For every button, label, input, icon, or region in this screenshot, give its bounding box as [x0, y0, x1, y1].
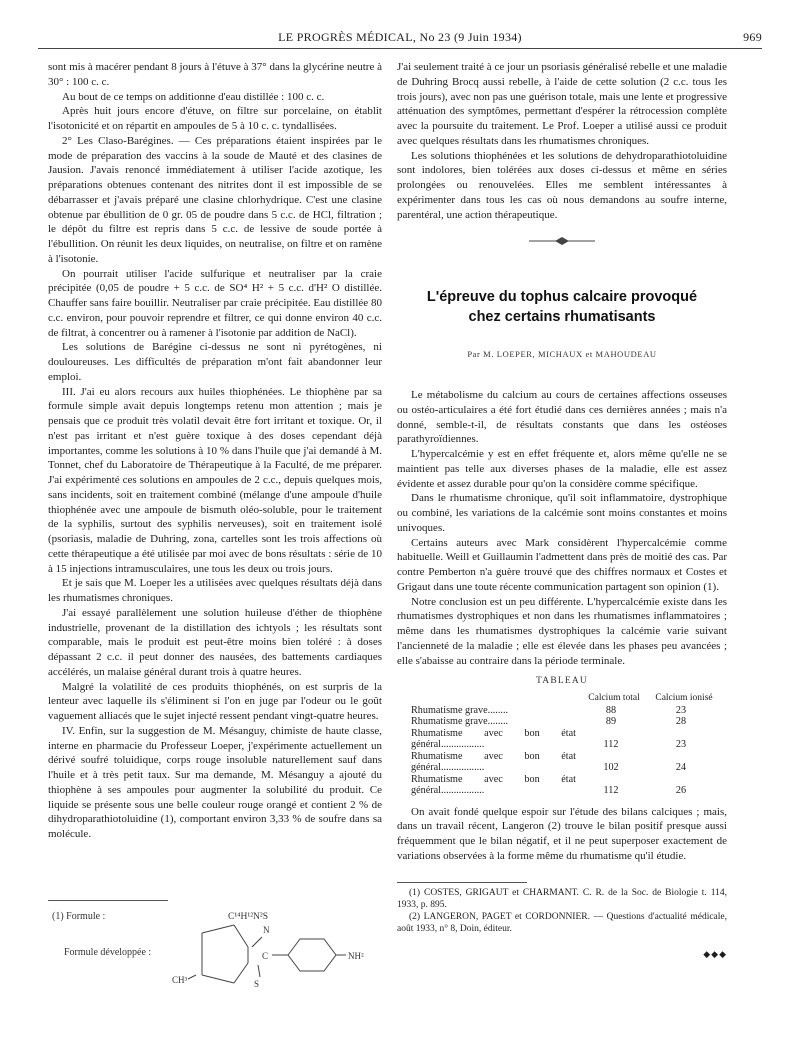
row-label: Rhumatisme grave........: [411, 704, 509, 716]
paragraph: J'ai seulement traité à ce jour un psoriasis généralisé rebelle et une maladie de Duhring Brocq aussi rebelle, à l'aide de cette solution (2 c.c. tous les trois jours), avec non pas une guérison totale, mais une lente et progressive atténuation des symptômes, permettant d'espérer la rétrocession complète avec la poursuite du traitement. Le Prof. Loeper a utilisé aussi ce produit avec quelques résultats dans les rhumatismes chroniques.: [397, 61, 727, 147]
right-column: [397, 60, 727, 961]
article-authors: Par M. LOEPER, MICHAUX et MAHOUDEAU: [467, 349, 657, 360]
paragraph: Les solutions de Barégine ci-dessus ne sont ni pyrétogènes, ni douloureuses. Les difficultés de préparation m'ont fait abandonner leur emploi.: [48, 341, 382, 383]
paragraph: IV. Enfin, sur la suggestion de M. Mésanguy, chimiste de haute classe, interne en pharmacie du Professeur Loeper, j'expérimente actuellement un dérivé soufré toluidique, corps rouge insoluble naturellement sauf dans l'huile et à très petit taux. Sur ma demande, M. Mésanguy a ajouté du thiophène à ses ampoules pour augmenter la solubilité du produit. Ce liquide se présente sous une belle couleur rouge orangé et contient 2 % de dihydroparathiotoluidine (1), comportant environ 3,33 % de soufre dans sa molécule.: [48, 724, 382, 840]
formula-note-label: (1) Formule :: [52, 911, 106, 922]
paragraph: L'hypercalcémie y est en effet fréquente et, alors même qu'elle ne se maintient pas telle aux diverses phases de la maladie, elle est assez évidente et assez durable pour qu'on la considère comme spécifique.: [397, 448, 727, 490]
paragraph: Au bout de ce temps on additionne d'eau distillée : 100 c. c.: [62, 90, 325, 103]
paragraph: Les solutions thiophénées et les solutions de dehydroparathiotoluidine sont indolores, bien tolérées aux doses ci-dessus et même en séries prolongées ou renouvelées. Elles me semblent intéressantes à expérimenter dans tous les cas où nous demandons au soufre interne, parentéral, une action thérapeutique.: [397, 149, 727, 221]
row-label: Rhumatisme avec bon état général.................: [411, 773, 576, 796]
article-title-line-2: chez certains rhumatisants: [468, 309, 656, 326]
journal-title: LE PROGRÈS MÉDICAL, No 23 (9 Juin 1934): [278, 30, 522, 44]
methyl-group: CH³: [172, 975, 188, 985]
paragraph: Et je sais que M. Loeper les a utilisées avec quelques résultats déjà dans les rhumatismes chroniques.: [48, 577, 382, 604]
paragraph: Dans le rhumatisme chronique, qu'il soit inflammatoire, dystrophique ou combiné, les variations de la calcémie sont moins constantes et moins univoques.: [397, 492, 727, 534]
developed-formula-label: Formule développée :: [64, 947, 152, 958]
paragraph: Certains auteurs avec Mark considèrent l'hypercalcémie comme habituelle. Weill et Guillaumin l'admettent dans près de moitié des cas. Par contre Pemberton n'a guère trouvé que des chiffres normaux et Costes et Grigaut dans une toute récente communication partagent son opinion (1).: [397, 536, 727, 593]
column-header: Calcium ionisé: [655, 693, 713, 703]
amino-group: NH²: [348, 951, 364, 961]
calcium-table: [411, 693, 716, 797]
paragraph: Après huit jours encore d'étuve, on filtre sur porcelaine, on établit l'isotonicité et on répartit en ampoules de 5 à 10 c. c. tyndallisées.: [48, 105, 382, 132]
separator-ornament: [527, 236, 597, 246]
carbon-atom: C: [262, 951, 269, 961]
calcium-total-cell: 112: [603, 739, 619, 750]
left-column: [48, 60, 382, 842]
table-row: [411, 751, 716, 774]
paragraph: J'ai essayé parallèlement une solution huileuse d'éther de thiophène industrielle, provenant de la distillation des ichtyols ; les résultats sont comparable, mais le produit est peut-être moins bien toléré : à doses dépassant 2 c.c. il peut donner des nausées, des battements cardiaques accélérés, un malaise général durant trois à quatre heures.: [48, 606, 382, 678]
formula-footnote: [48, 900, 382, 995]
paragraph: 2° Les Claso-Barégines. — Ces préparations étaient inspirées par le mode de préparation des vaccins à la soude de Mauté et des clasines de Jausion. J'avais renoncé immédiatement à utiliser l'acide azotique, les préparations obtenues contenant des nitrites dont il est impossible de se débarrasser et j'avais préparé une clasine chlorhydrique. C'est une clasine obtenue par ébullition de 0 gr. 05 de poudre dans 5 c.c. de HCl, filtration ; le dépôt du filtre est repris dans 5 c.c. de lessive de soude portée à l'ébullition. On réunit les deux liquides, on neutralise, on filtre et on ramène à l'isotonie.: [48, 134, 382, 265]
paragraph: On avait fondé quelque espoir sur l'étude des bilans calciques ; mais, dans un travail récent, Langeron (2) trouve le bilan positif presque aussi fréquemment que le bilan négatif, et il ne peut superposer exactement de variations observées à la forme même du rhumatisme qu'il étudie.: [397, 805, 727, 862]
table-row: [411, 716, 716, 728]
table-row: [411, 728, 716, 751]
footnote: (1) COSTES, GRIGAUT et CHARMANT. C. R. de la Soc. de Biologie t. 114, 1933, p. 895.: [397, 887, 727, 910]
paragraph: Le métabolisme du calcium au cours de certaines affections osseuses ou ostéo-articulaires a été fort étudié dans ces dernières années ; mais n'a donné, semble-t-il, de résultats constants que dans les ostéoses parathyroïdiennes.: [397, 389, 727, 446]
table-title: TABLEAU: [536, 676, 588, 687]
end-ornament: ◆◆◆: [703, 948, 727, 959]
header-rule: [38, 48, 762, 49]
paragraph: III. J'ai eu alors recours aux huiles thiophénées. Le thiophène par sa formule simple avait depuis longtemps retenu mon attention ; mais je pensais que ce produit très volatil devait être fort irritant et toxique. Or, il n'est pas irritant et n'est guère toxique à des doses cependant déjà importantes, comme les solutions à 10 % dans l'huile que j'ai demandé à M. Tonnet, chef du Laboratoire de Thérapeutique à la Faculté, de me préparer. J'ai expérimenté ces solutions en ampoules de 2 c.c., depuis quelques mois, sans incidents, soit en traitement combiné (mélange d'une ampoule d'huile thiophénée avec une ampoule de bismuth oléo-soluble, pour le traitement de la syphilis, surtout des syphilis nerveuses), soit en traitement isolé (psoriasis, maladie de Duhring, zona, cartelles sont les trois affections où cette thérapeutique a été utilisée par moi avec de bons résultats : série de 10 à 15 injections intramusculaires, une tous les deux ou trois jours.: [48, 385, 382, 575]
sulfur-atom: S: [254, 979, 260, 989]
calcium-total-cell: 89: [605, 716, 617, 727]
article-title: [397, 287, 727, 327]
row-label: Rhumatisme avec bon état général.................: [411, 750, 576, 773]
column-header: Calcium total: [588, 693, 640, 703]
calcium-total-cell: 88: [605, 704, 617, 716]
paragraph: On pourrait utiliser l'acide sulfurique et neutraliser par la craie précipitée (0,05 de poudre + 5 c.c. de SO⁴ H² + 5 c.c. d'H² O distillée. Chauffer sans faire bouillir. Neutraliser par craie précipitée. Eau distillée 80 c.c. environ, pour pouvoir reprendre et filtrer, ce qui donne environ 40 c.c. de filtrat, à concentrer ou à ramener à l'isotonie par addition de NaCl).: [48, 267, 382, 339]
calcium-ionise-cell: 26: [675, 785, 687, 796]
footnote-rule: [397, 882, 527, 883]
paragraph: Malgré la volatilité de ces produits thiophénés, on est surpris de la lenteur avec laquelle ils s'éliminent si l'on en juge par l'odeur ou le goût vaguement alliacés que le sujet injecté ressent pendant vingt-quatre heures.: [48, 680, 382, 722]
benzene-ring: [272, 939, 346, 971]
chemical-formula-diagram: [48, 907, 382, 992]
table-header-row: [411, 693, 716, 705]
calcium-ionise-cell: 24: [675, 762, 687, 773]
row-label: Rhumatisme avec bon état général.................: [411, 727, 576, 750]
running-header: [38, 30, 762, 46]
article-title-line-1: L'épreuve du tophus calcaire provoqué: [426, 289, 698, 306]
calcium-ionise-cell: 23: [675, 704, 687, 716]
benzothiazole-bonds: [188, 925, 262, 983]
footnote-rule: [48, 900, 168, 901]
raw-formula: C¹⁴H¹²N²S: [228, 912, 269, 922]
page-number: 969: [743, 30, 762, 44]
row-label: Rhumatisme grave........: [411, 716, 509, 727]
calcium-ionise-cell: 23: [675, 739, 687, 750]
calcium-total-cell: 102: [603, 762, 619, 773]
paragraph: Notre conclusion est un peu différente. L'hypercalcémie existe dans les rhumatismes dystrophiques et non dans les rhumatismes inflammatoires ; même dans les rhumatismes dystrophiques la calcémie varie suivant l'ancienneté de la maladie ; elle est élevée dans les phases peu avancées ; elle s'abaisse au contraire dans la période terminale.: [397, 595, 727, 667]
calcium-total-cell: 112: [603, 785, 619, 796]
table-row: [411, 705, 716, 717]
footnote: (2) LANGERON, PAGET et CORDONNIER. — Questions d'actualité médicale, août 1933, n° 8, Doin, éditeur.: [397, 911, 727, 934]
calcium-ionise-cell: 28: [675, 716, 687, 727]
paragraph: sont mis à macérer pendant 8 jours à l'étuve à 37° dans la glycérine neutre à 30° : 100 c. c.: [48, 61, 382, 88]
table-row: [411, 774, 716, 797]
nitrogen-atom: N: [263, 925, 270, 935]
